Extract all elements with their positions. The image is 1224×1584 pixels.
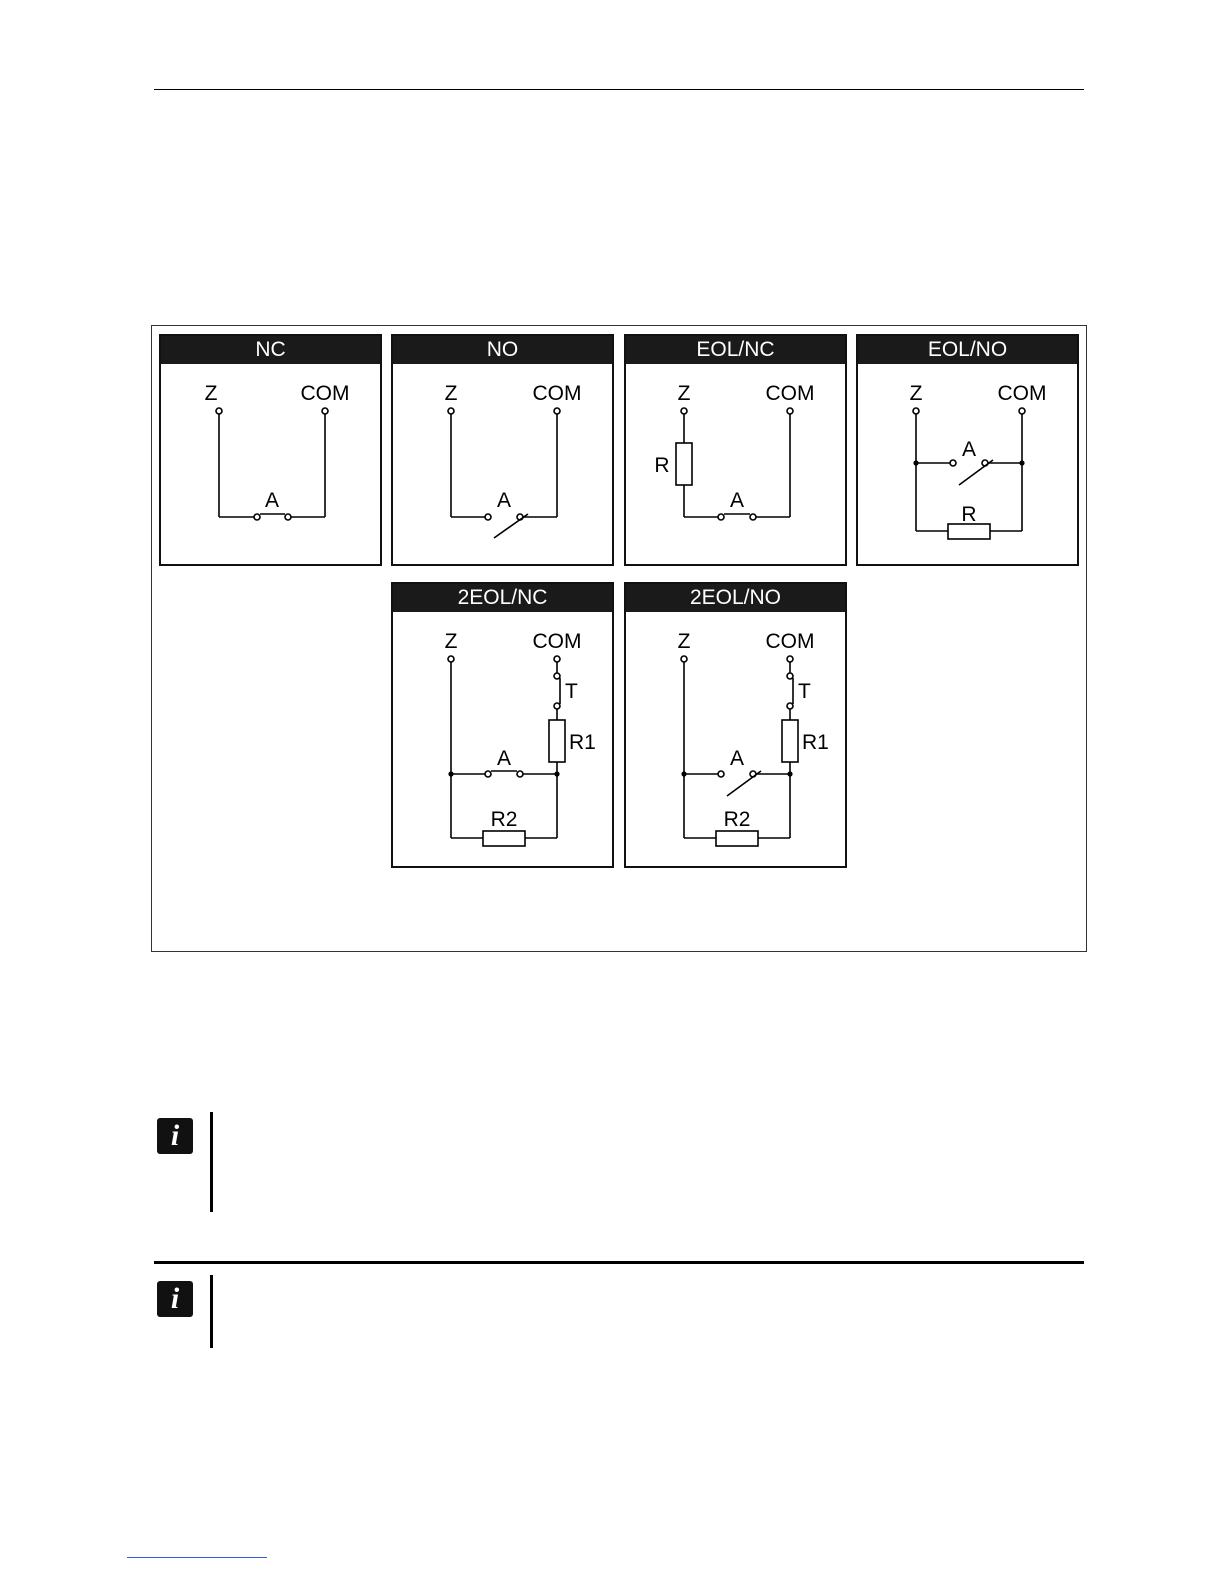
contact-a-label: A bbox=[961, 438, 977, 461]
terminal-com-label: COM bbox=[765, 630, 815, 653]
terminal-z-label: Z bbox=[444, 382, 458, 405]
resistor-r2-label: R2 bbox=[490, 808, 518, 831]
panel-eol-nc bbox=[624, 334, 847, 566]
terminal-com-label: COM bbox=[997, 382, 1047, 405]
terminal-z-label: Z bbox=[909, 382, 923, 405]
terminal-z-label: Z bbox=[204, 382, 218, 405]
panel-nc bbox=[159, 334, 382, 566]
section-rule bbox=[154, 1261, 1084, 1264]
panel-title: NC bbox=[161, 336, 380, 364]
footer-link-underline bbox=[127, 1557, 267, 1558]
resistor-r1-label: R1 bbox=[569, 731, 596, 754]
terminal-com-label: COM bbox=[300, 382, 350, 405]
panel-2eol-no bbox=[624, 582, 847, 868]
terminal-com-label: COM bbox=[532, 382, 582, 405]
terminal-z-label: Z bbox=[677, 382, 691, 405]
contact-a-label: A bbox=[496, 747, 512, 770]
note-bar bbox=[210, 1275, 213, 1348]
info-icon: i bbox=[157, 1118, 193, 1154]
info-icon: i bbox=[157, 1281, 193, 1317]
contact-a-label: A bbox=[729, 747, 745, 770]
eol-nc-circuit-diagram bbox=[626, 364, 845, 564]
resistor-r2-label: R2 bbox=[723, 808, 751, 831]
resistor-r1-label: R1 bbox=[802, 731, 829, 754]
no-circuit-diagram bbox=[393, 364, 612, 564]
2eol-no-circuit-diagram bbox=[626, 612, 845, 866]
nc-circuit-diagram bbox=[161, 364, 380, 564]
contact-a-label: A bbox=[496, 489, 512, 512]
note-bar bbox=[210, 1112, 213, 1212]
contact-a-label: A bbox=[264, 489, 280, 512]
header-rule bbox=[154, 89, 1084, 90]
panel-title: NO bbox=[393, 336, 612, 364]
panel-title: EOL/NC bbox=[626, 336, 845, 364]
resistor-r-label: R bbox=[654, 454, 670, 477]
terminal-z-label: Z bbox=[677, 630, 691, 653]
2eol-nc-circuit-diagram bbox=[393, 612, 612, 866]
terminal-z-label: Z bbox=[444, 630, 458, 653]
eol-no-circuit-diagram bbox=[858, 364, 1077, 564]
panel-no bbox=[391, 334, 614, 566]
tamper-t-label: T bbox=[565, 680, 578, 703]
resistor-r-label: R bbox=[961, 503, 977, 526]
panel-2eol-nc bbox=[391, 582, 614, 868]
panel-title: EOL/NO bbox=[858, 336, 1077, 364]
panel-title: 2EOL/NO bbox=[626, 584, 845, 612]
contact-a-label: A bbox=[729, 489, 745, 512]
panel-eol-no bbox=[856, 334, 1079, 566]
tamper-t-label: T bbox=[798, 680, 811, 703]
terminal-com-label: COM bbox=[532, 630, 582, 653]
panel-title: 2EOL/NC bbox=[393, 584, 612, 612]
terminal-com-label: COM bbox=[765, 382, 815, 405]
